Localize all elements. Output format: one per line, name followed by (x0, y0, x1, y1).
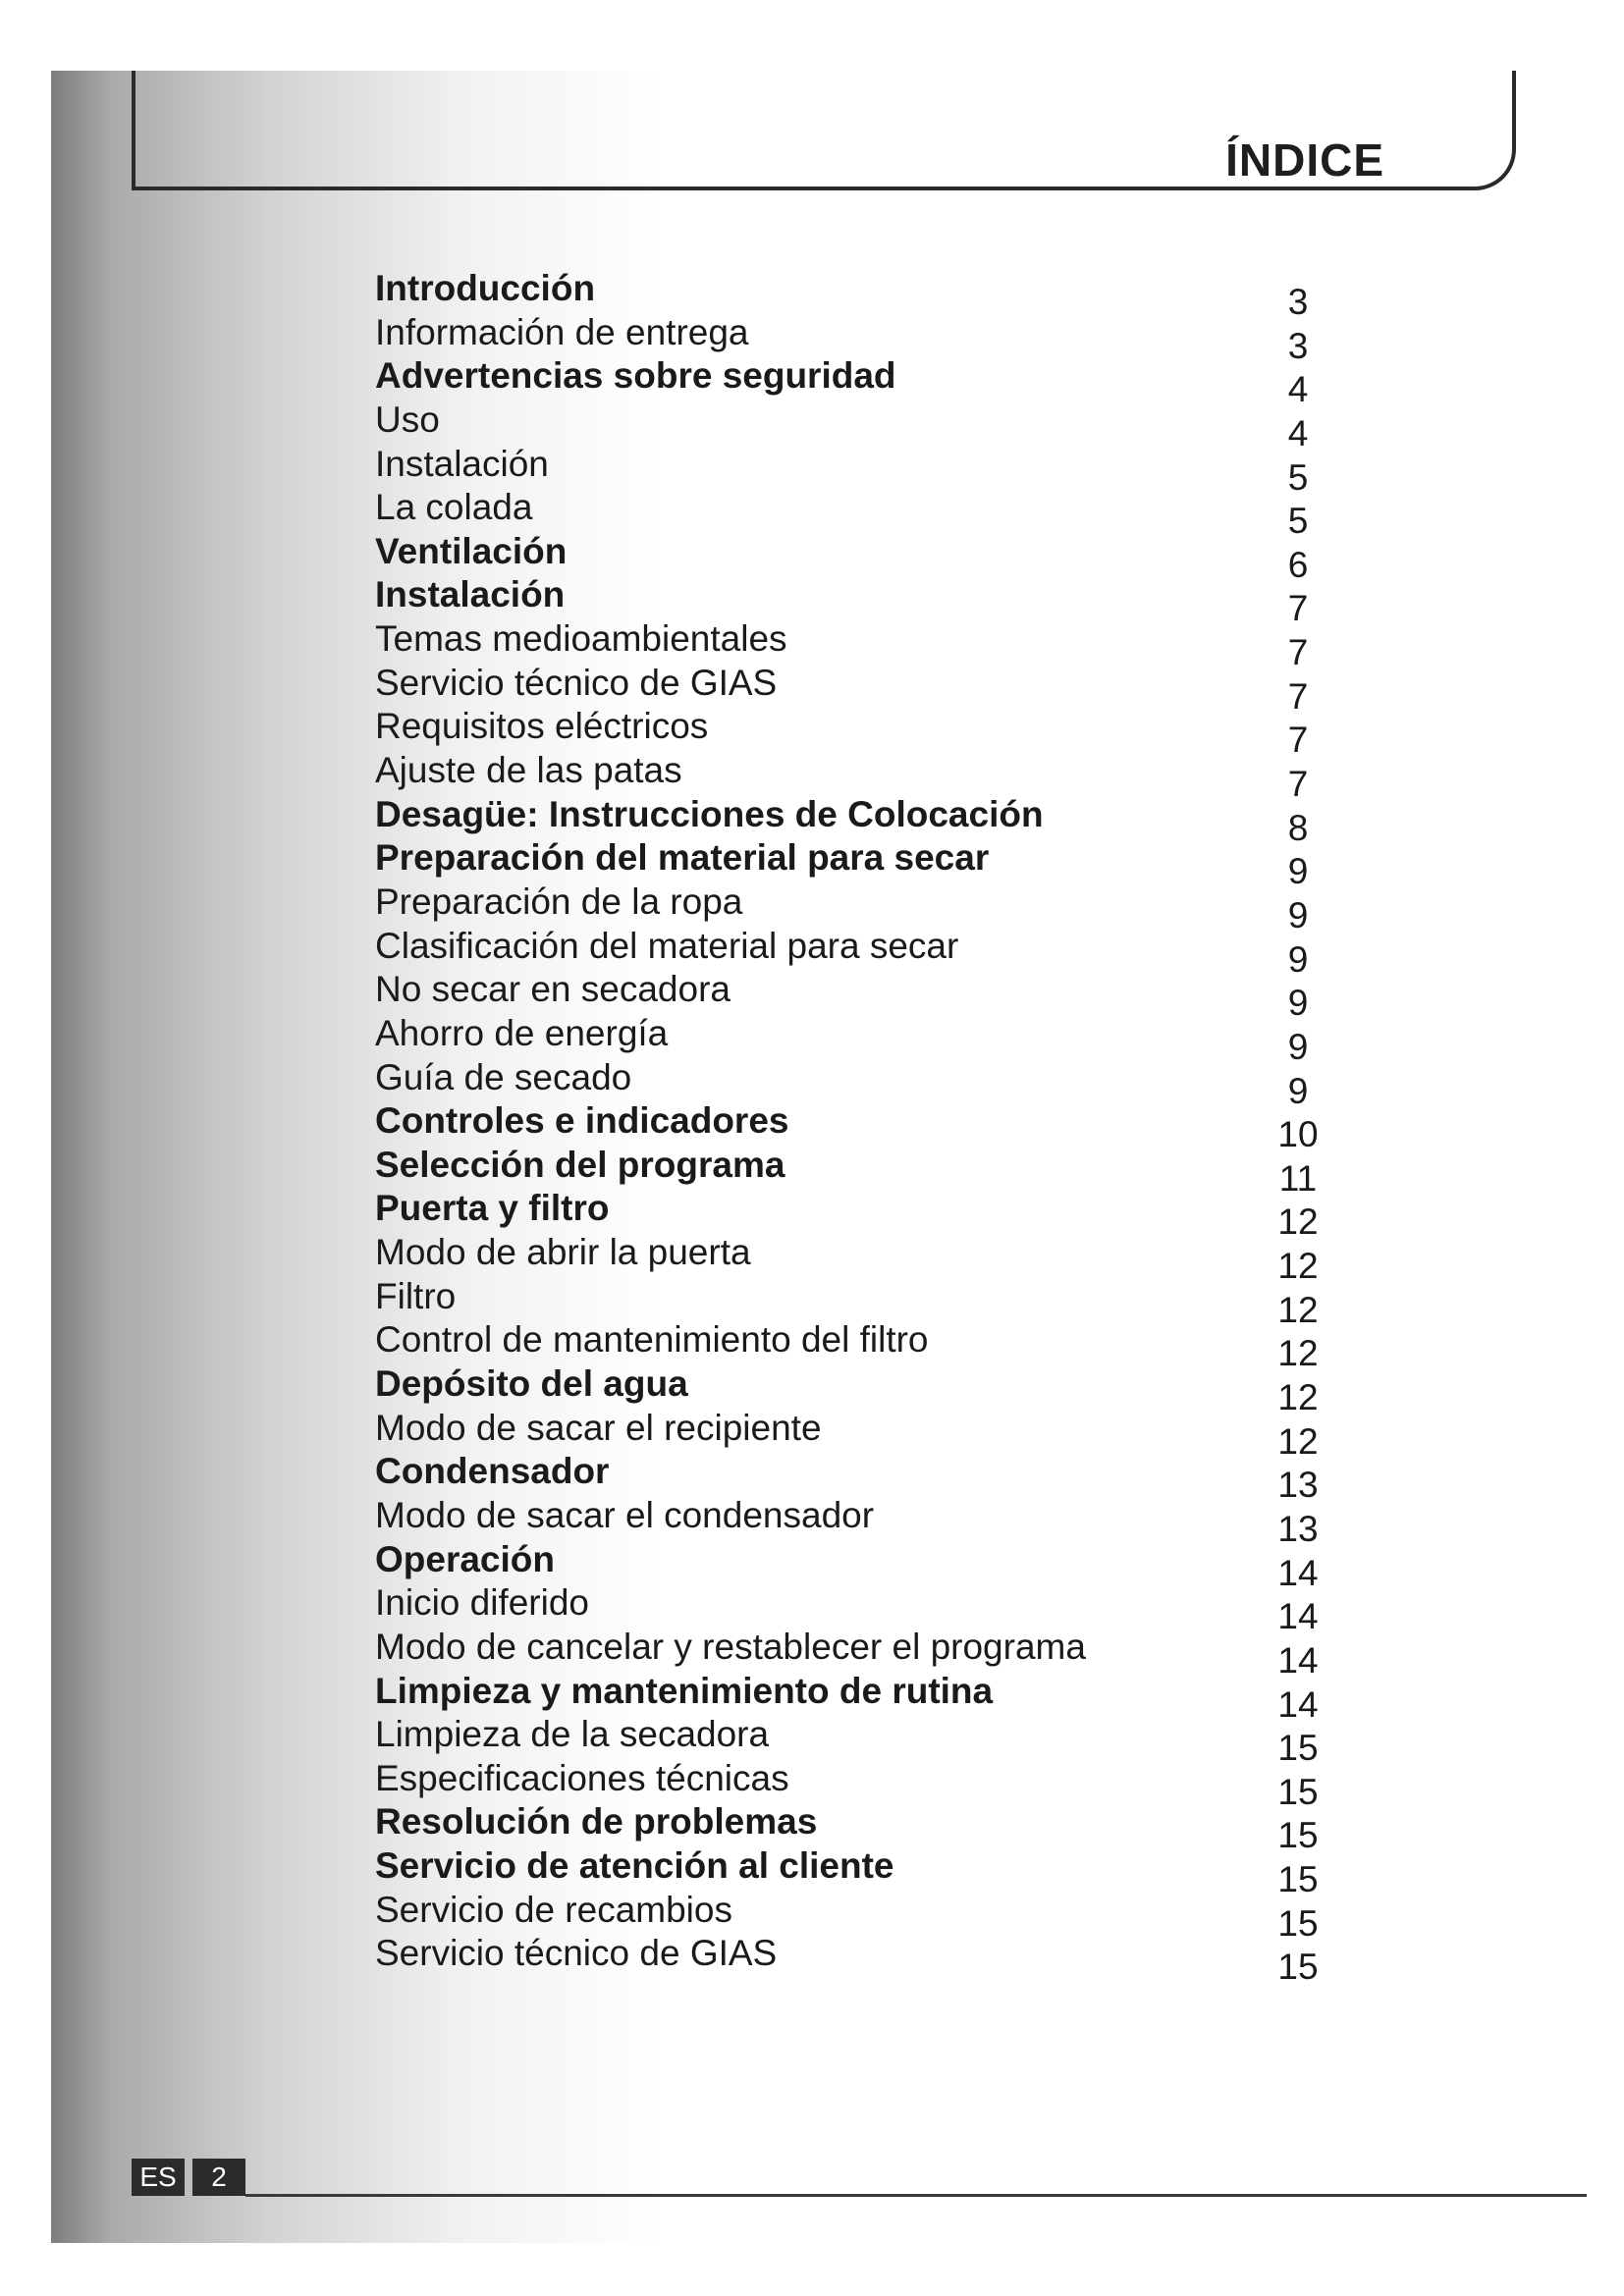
toc-entry-page: 14 (1277, 1596, 1319, 1637)
page-number: 2 (192, 2159, 245, 2196)
toc-entry-page: 15 (1277, 1771, 1319, 1812)
toc-entry (375, 793, 1357, 848)
language-badge: ES (132, 2159, 185, 2196)
toc-entry-page: 14 (1277, 1639, 1319, 1681)
toc-entry-title: La colada (375, 487, 533, 528)
toc-entry-page: 7 (1287, 720, 1309, 761)
toc-entry (375, 1099, 1357, 1155)
toc-entry-title: Condensador (375, 1451, 610, 1492)
toc-entry (375, 1713, 1357, 1769)
toc-entry-page: 9 (1287, 894, 1309, 935)
toc-entry-title: Modo de sacar el condensador (375, 1494, 875, 1535)
toc-entry-title: Puerta y filtro (375, 1188, 610, 1229)
toc-entry-page: 5 (1287, 456, 1309, 498)
toc-entry-page: 15 (1277, 1859, 1319, 1900)
toc-entry-page: 12 (1277, 1377, 1319, 1418)
toc-entry-title: Desagüe: Instrucciones de Colocación (375, 793, 1044, 834)
toc-entry (375, 1844, 1357, 1900)
toc-entry-title: Limpieza y mantenimiento de rutina (375, 1670, 994, 1711)
toc-entry (375, 1231, 1357, 1287)
toc-entry (375, 925, 1357, 980)
toc-entry-title: Advertencias sobre seguridad (375, 355, 896, 397)
toc-entry-page: 9 (1287, 1026, 1309, 1067)
toc-entry-page: 12 (1277, 1289, 1319, 1330)
toc-entry (375, 1275, 1357, 1330)
toc-entry-title: Modo de cancelar y restablecer el programa (375, 1626, 1086, 1667)
toc-entry (375, 1757, 1357, 1812)
toc-entry-page: 6 (1287, 544, 1309, 585)
toc-entry (375, 1800, 1357, 1856)
toc-entry-title: Servicio técnico de GIAS (375, 662, 778, 703)
toc-entry-title: No secar en secadora (375, 969, 731, 1010)
toc-entry-page: 13 (1277, 1465, 1319, 1506)
toc-entry-title: Servicio de recambios (375, 1889, 732, 1930)
toc-entry-page: 7 (1287, 675, 1309, 717)
toc-entry-page: 9 (1287, 983, 1309, 1024)
page-title: ÍNDICE (1225, 134, 1384, 186)
toc-entry-title: Ventilación (375, 530, 568, 571)
toc-entry (375, 399, 1357, 454)
toc-entry (375, 530, 1357, 585)
toc-entry (375, 1932, 1357, 1988)
toc-entry (375, 1494, 1357, 1549)
toc-entry-title: Selección del programa (375, 1144, 785, 1185)
toc-entry-page: 12 (1277, 1246, 1319, 1287)
toc-entry-title: Instalación (375, 574, 566, 615)
toc-entry (375, 1362, 1357, 1418)
toc-entry-title: Controles e indicadores (375, 1100, 789, 1142)
toc-entry (375, 573, 1357, 629)
toc-entry-page: 15 (1277, 1902, 1319, 1944)
toc-entry (375, 311, 1357, 366)
toc-entry (375, 881, 1357, 935)
toc-entry-title: Resolución de problemas (375, 1801, 818, 1842)
toc-entry-title: Especificaciones técnicas (375, 1757, 789, 1798)
toc-entry-title: Modo de abrir la puerta (375, 1232, 751, 1273)
footer-divider (245, 2194, 1587, 2197)
toc-entry-page: 12 (1277, 1333, 1319, 1374)
toc-entry-title: Requisitos eléctricos (375, 706, 709, 747)
toc-entry-page: 12 (1277, 1201, 1319, 1243)
toc-entry (375, 1012, 1357, 1067)
toc-entry-page: 10 (1277, 1114, 1319, 1155)
toc-entry-page: 15 (1277, 1947, 1319, 1988)
toc-entry (375, 836, 1357, 892)
toc-entry (375, 1889, 1357, 1944)
toc-entry-page: 3 (1287, 282, 1309, 322)
toc-entry-page: 13 (1277, 1508, 1319, 1549)
toc-entry-title: Operación (375, 1538, 555, 1579)
toc-entry-title: Control de mantenimiento del filtro (375, 1319, 929, 1361)
toc-entry-page: 4 (1287, 412, 1309, 454)
toc-entry-page: 15 (1277, 1815, 1319, 1856)
toc-entry-title: Inicio diferido (375, 1582, 590, 1624)
toc-entry-page: 7 (1287, 632, 1309, 673)
toc-entry (375, 1318, 1357, 1374)
toc-entry-title: Filtro (375, 1275, 457, 1316)
toc-entry-page: 8 (1287, 807, 1309, 848)
toc-entry-title: Preparación de la ropa (375, 881, 743, 922)
toc-entry (375, 705, 1357, 761)
toc-entry-title: Preparación del material para secar (375, 837, 990, 879)
toc-entry-page: 11 (1278, 1157, 1318, 1199)
toc-entry-page: 14 (1277, 1552, 1319, 1593)
toc-entry-title: Instalación (375, 443, 549, 484)
toc-entry-title: Servicio de atención al cliente (375, 1845, 894, 1887)
toc-entry-title: Ahorro de energía (375, 1012, 669, 1053)
toc-entry-title: Servicio técnico de GIAS (375, 1933, 778, 1974)
toc-entry-page: 9 (1287, 1070, 1309, 1111)
toc-entry (375, 1187, 1357, 1243)
toc-entry-page: 14 (1277, 1683, 1319, 1725)
toc-entry (375, 1581, 1357, 1637)
toc-entry-title: Modo de sacar el recipiente (375, 1407, 822, 1448)
toc-entry (375, 354, 1357, 410)
toc-entry (375, 267, 1357, 322)
toc-entry (375, 1450, 1357, 1506)
toc-entry-page: 12 (1277, 1420, 1319, 1462)
table-of-contents (375, 267, 1357, 1988)
toc-entry (375, 1626, 1357, 1681)
toc-entry (375, 1056, 1357, 1111)
toc-entry (375, 968, 1357, 1024)
toc-entry-title: Limpieza de la secadora (375, 1714, 770, 1755)
toc-entry (375, 617, 1357, 673)
toc-entry-title: Temas medioambientales (375, 618, 787, 660)
toc-entry (375, 1538, 1357, 1593)
toc-entry (375, 486, 1357, 542)
toc-entry-page: 3 (1287, 325, 1309, 366)
toc-entry-page: 4 (1287, 369, 1309, 410)
toc-entry-title: Introducción (375, 268, 596, 308)
toc-entry-page: 15 (1277, 1728, 1319, 1769)
toc-entry-page: 7 (1287, 588, 1309, 629)
toc-entry-page: 5 (1287, 501, 1309, 542)
toc-entry-title: Ajuste de las patas (375, 750, 682, 791)
toc-entry (375, 1144, 1357, 1199)
toc-entry-page: 9 (1287, 938, 1309, 980)
toc-entry-title: Depósito del agua (375, 1363, 688, 1405)
toc-entry-title: Clasificación del material para secar (375, 925, 959, 966)
toc-entry (375, 1407, 1357, 1462)
toc-entry-page: 9 (1287, 851, 1309, 892)
toc-entry (375, 662, 1357, 717)
toc-entry (375, 1670, 1357, 1725)
toc-entry (375, 749, 1357, 805)
toc-entry-title: Información de entrega (375, 311, 749, 352)
toc-entry (375, 443, 1357, 498)
toc-entry-title: Guía de secado (375, 1056, 632, 1097)
toc-entry-page: 7 (1287, 764, 1309, 805)
toc-entry-title: Uso (375, 399, 440, 440)
